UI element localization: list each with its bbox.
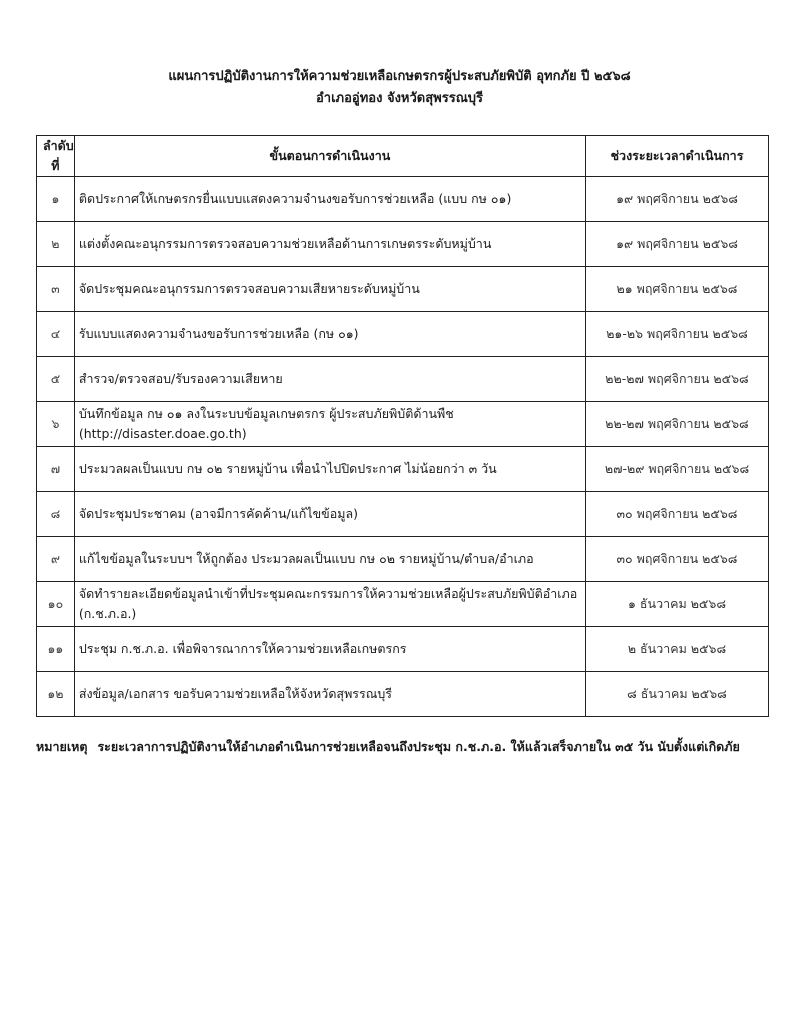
row-step: บันทึกข้อมูล กษ ๐๑ ลงในระบบข้อมูลเกษตรกร ผู้ประสบภัยพิบัติด้านพืช (http://disaster.doae.go.th): [74, 402, 585, 447]
document-title: [0, 66, 799, 110]
row-period: ๓๐ พฤศจิกายน ๒๕๖๘: [585, 492, 768, 537]
row-number: ๒: [37, 222, 75, 267]
header-step: ขั้นตอนการดำเนินงาน: [74, 136, 585, 177]
row-period: ๘ ธันวาคม ๒๕๖๘: [585, 672, 768, 717]
row-step: ติดประกาศให้เกษตรกรยื่นแบบแสดงความจำนงขอรับการช่วยเหลือ (แบบ กษ ๐๑): [74, 177, 585, 222]
row-number: ๑๑: [37, 627, 75, 672]
row-step: จัดประชุมคณะอนุกรรมการตรวจสอบความเสียหายระดับหมู่บ้าน: [74, 267, 585, 312]
row-number: ๔: [37, 312, 75, 357]
row-number: ๖: [37, 402, 75, 447]
row-step: ประชุม ก.ช.ภ.อ. เพื่อพิจารณาการให้ความช่วยเหลือเกษตรกร: [74, 627, 585, 672]
row-period: ๒๒-๒๗ พฤศจิกายน ๒๕๖๘: [585, 357, 768, 402]
table-row: [37, 402, 769, 447]
row-step: จัดประชุมประชาคม (อาจมีการคัดค้าน/แก้ไขข้อมูล): [74, 492, 585, 537]
row-step: แก้ไขข้อมูลในระบบฯ ให้ถูกต้อง ประมวลผลเป็นแบบ กษ ๐๒ รายหมู่บ้าน/ตำบล/อำเภอ: [74, 537, 585, 582]
row-period: ๒๑-๒๖ พฤศจิกายน ๒๕๖๘: [585, 312, 768, 357]
row-number: ๑๒: [37, 672, 75, 717]
row-period: ๒๗-๒๙ พฤศจิกายน ๒๕๖๘: [585, 447, 768, 492]
row-step: รับแบบแสดงความจำนงขอรับการช่วยเหลือ (กษ ๐๑): [74, 312, 585, 357]
table-row: [37, 582, 769, 627]
row-period: ๑ ธันวาคม ๒๕๖๘: [585, 582, 768, 627]
table-row: [37, 357, 769, 402]
table-row: [37, 627, 769, 672]
row-step: ส่งข้อมูล/เอกสาร ขอรับความช่วยเหลือให้จังหวัดสุพรรณบุรี: [74, 672, 585, 717]
table-row: [37, 312, 769, 357]
row-period: ๒๒-๒๗ พฤศจิกายน ๒๕๖๘: [585, 402, 768, 447]
row-number: ๕: [37, 357, 75, 402]
row-number: ๘: [37, 492, 75, 537]
row-number: ๑: [37, 177, 75, 222]
table-row: [37, 492, 769, 537]
table-row: [37, 267, 769, 312]
title-line-1: แผนการปฏิบัติงานการให้ความช่วยเหลือเกษตรกรผู้ประสบภัยพิบัติ อุทกภัย ปี ๒๕๖๘: [168, 69, 631, 84]
remark-text: ระยะเวลาการปฏิบัติงานให้อำเภอดำเนินการช่วยเหลือจนถึงประชุม ก.ช.ภ.อ. ให้แล้วเสร็จภายใน ๓๕ วัน นับตั้งแต่เกิดภัย: [97, 739, 740, 754]
schedule-table: [36, 135, 769, 717]
row-step: ประมวลผลเป็นแบบ กษ ๐๒ รายหมู่บ้าน เพื่อนำไปปิดประกาศ ไม่น้อยกว่า ๓ วัน: [74, 447, 585, 492]
row-step: จัดทำรายละเอียดข้อมูลนำเข้าที่ประชุมคณะกรรมการให้ความช่วยเหลือผู้ประสบภัยพิบัติอำเภอ (ก.ช.ภ.อ.): [74, 582, 585, 627]
row-period: ๒๑ พฤศจิกายน ๒๕๖๘: [585, 267, 768, 312]
remark-label: หมายเหตุ: [36, 739, 88, 754]
table-row: [37, 177, 769, 222]
row-number: ๙: [37, 537, 75, 582]
table-row: [37, 447, 769, 492]
table-row: [37, 672, 769, 717]
row-period: ๑๙ พฤศจิกายน ๒๕๖๘: [585, 177, 768, 222]
row-step: แต่งตั้งคณะอนุกรรมการตรวจสอบความช่วยเหลือด้านการเกษตรระดับหมู่บ้าน: [74, 222, 585, 267]
row-number: ๑๐: [37, 582, 75, 627]
title-line-2: อำเภออู่ทอง จังหวัดสุพรรณบุรี: [315, 91, 484, 106]
row-period: ๓๐ พฤศจิกายน ๒๕๖๘: [585, 537, 768, 582]
header-period: ช่วงระยะเวลาดำเนินการ: [585, 136, 768, 177]
table-row: [37, 537, 769, 582]
remark-note: [36, 737, 776, 757]
row-period: ๒ ธันวาคม ๒๕๖๘: [585, 627, 768, 672]
table-row: [37, 222, 769, 267]
row-step: สำรวจ/ตรวจสอบ/รับรองความเสียหาย: [74, 357, 585, 402]
table-header-row: [37, 136, 769, 177]
header-no: ลำดับที่: [37, 136, 75, 177]
row-period: ๑๙ พฤศจิกายน ๒๕๖๘: [585, 222, 768, 267]
row-number: ๓: [37, 267, 75, 312]
row-number: ๗: [37, 447, 75, 492]
